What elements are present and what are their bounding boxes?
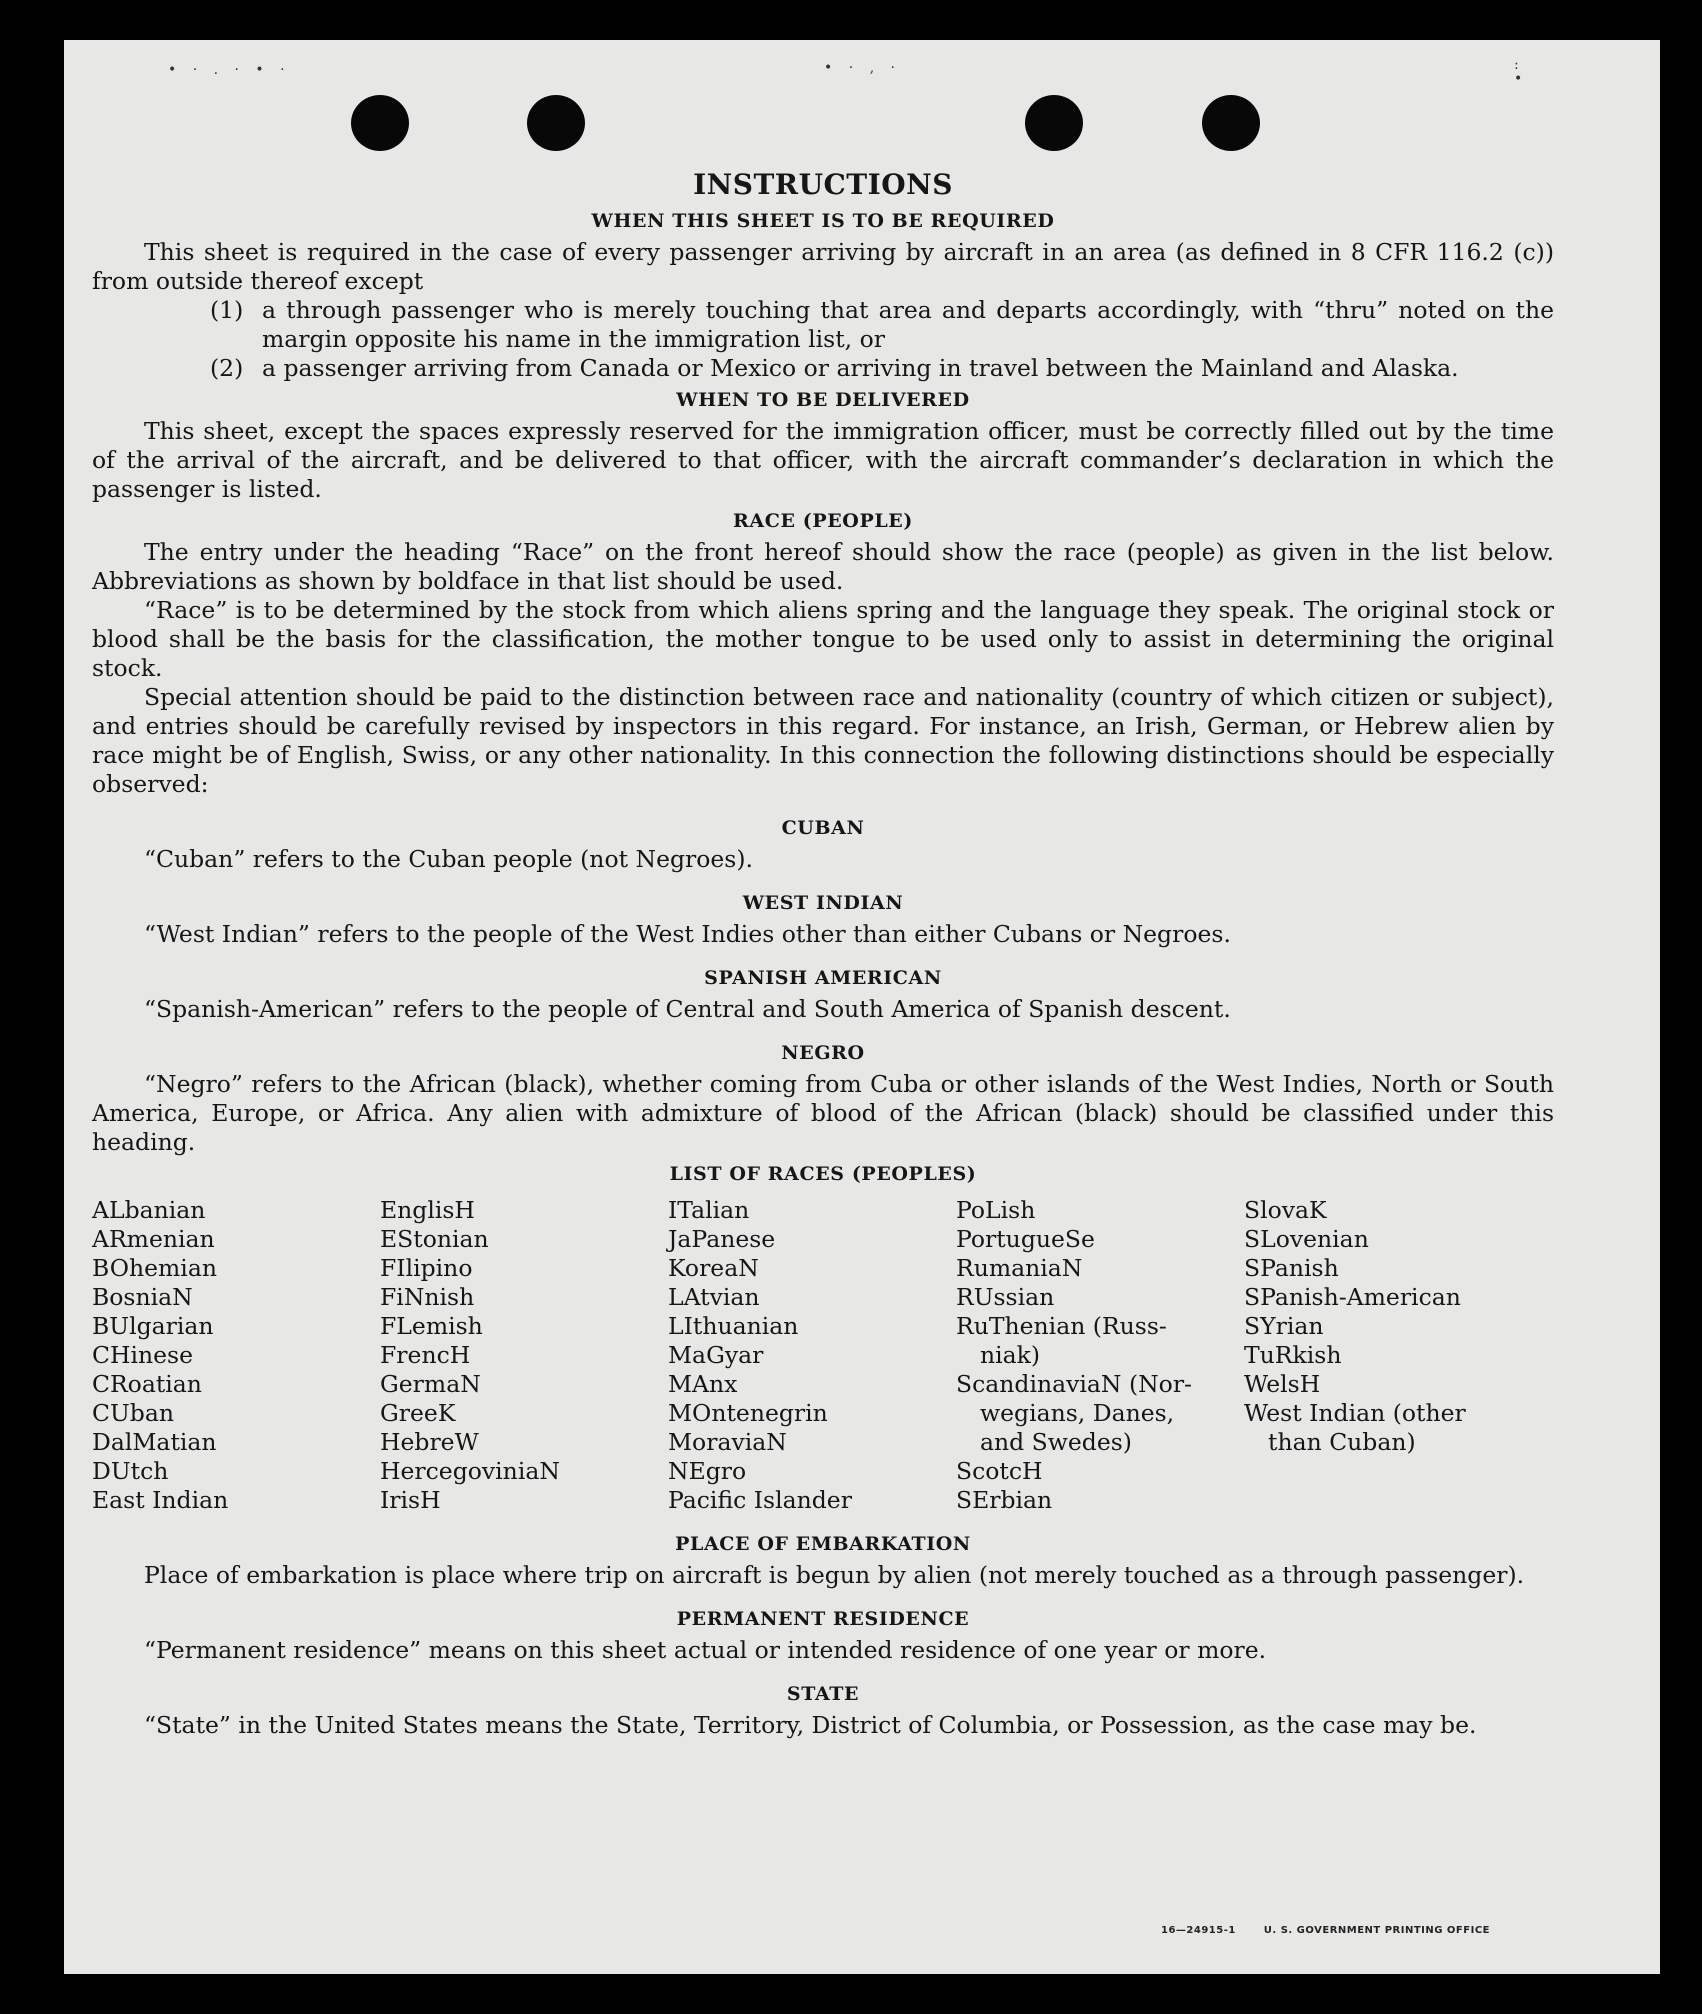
- race-entry: RUssian: [956, 1283, 1055, 1311]
- punch-hole: [527, 95, 585, 151]
- section-heading-residence: PERMANENT RESIDENCE: [676, 1608, 970, 1630]
- race-entry: than Cuban): [1268, 1428, 1416, 1456]
- race-entry: SPanish-American: [1244, 1283, 1461, 1311]
- race-entry: CRoatian: [92, 1370, 202, 1398]
- race-paragraph-3: Special attention should be paid to the distinction between race and nationality (country of which citizen or subject), and entries should be carefully revised by inspectors in this regard. For instance, an Irish, German, or Hebrew alien by race might be of English, Swiss, or any other nationality. In this connection the following distinctions should be especially observed:: [92, 683, 1554, 798]
- race-entry: PoLish: [956, 1196, 1036, 1224]
- exception-number: (1): [210, 296, 244, 324]
- race-entry: Pacific Islander: [668, 1486, 852, 1514]
- race-entry: SlovaK: [1244, 1196, 1327, 1224]
- state-text: “State” in the United States means the State, Territory, District of Columbia, or Possession, as the case may be.: [144, 1711, 1477, 1739]
- exception-item: [210, 296, 1554, 354]
- west-indian-text: “West Indian” refers to the people of the West Indies other than either Cubans or Negroes.: [144, 920, 1231, 948]
- races-list: [92, 1196, 1554, 1515]
- race-entry: ITalian: [668, 1196, 750, 1224]
- race-entry: KoreaN: [668, 1254, 759, 1282]
- race-entry: FrencH: [380, 1341, 471, 1369]
- instructions-body: [92, 166, 1554, 1740]
- exception-text: a through passenger who is merely touching that area and departs accordingly, with “thru” noted on the margin opposite his name in the immigration list, or: [262, 296, 1554, 353]
- section-heading-west-indian: WEST INDIAN: [742, 892, 904, 914]
- paper-specks: : •: [1514, 57, 1523, 87]
- exception-item: [210, 354, 1554, 383]
- race-entry: JaPanese: [668, 1225, 776, 1253]
- race-entry: HebreW: [380, 1428, 479, 1456]
- race-entry: SLovenian: [1244, 1225, 1369, 1253]
- section-heading-negro: NEGRO: [781, 1042, 865, 1064]
- exception-text: a passenger arriving from Canada or Mexico or arriving in travel between the Mainland and Alaska.: [262, 354, 1459, 382]
- race-entry: ScandinaviaN (Nor-: [956, 1370, 1192, 1398]
- races-column: [956, 1196, 1244, 1515]
- race-entry: GreeK: [380, 1399, 456, 1427]
- race-entry: DalMatian: [92, 1428, 217, 1456]
- race-entry: and Swedes): [980, 1428, 1132, 1456]
- race-entry: NEgro: [668, 1457, 747, 1485]
- race-entry: MOntenegrin: [668, 1399, 828, 1427]
- race-entry: HercegoviniaN: [380, 1457, 560, 1485]
- when-delivered-text: This sheet, except the spaces expressly reserved for the immigration officer, must be correctly filled out by the time of the arrival of the aircraft, and be delivered to that officer, with the aircraft commander’s declaration in which the passenger is listed.: [92, 417, 1554, 503]
- residence-text: “Permanent residence” means on this sheet actual or intended residence of one year or more.: [144, 1636, 1267, 1664]
- race-entry: SErbian: [956, 1486, 1053, 1514]
- section-heading-when-required: WHEN THIS SHEET IS TO BE REQUIRED: [591, 210, 1055, 232]
- race-entry: EnglisH: [380, 1196, 475, 1224]
- races-column: [92, 1196, 380, 1515]
- when-required-intro: This sheet is required in the case of every passenger arriving by aircraft in an area (as defined in 8 CFR 116.2 (c)) from outside thereof except: [92, 238, 1554, 295]
- race-entry: CHinese: [92, 1341, 193, 1369]
- cuban-text: “Cuban” refers to the Cuban people (not Negroes).: [144, 845, 754, 873]
- section-heading-list-of-races: LIST OF RACES (PEOPLES): [669, 1163, 977, 1185]
- printer-credit: U. S. GOVERNMENT PRINTING OFFICE: [1263, 1925, 1490, 1936]
- race-entry: TuRkish: [1244, 1341, 1342, 1369]
- punch-hole: [351, 95, 409, 151]
- section-heading-state: STATE: [786, 1683, 860, 1705]
- punch-hole: [1025, 95, 1083, 151]
- race-entry: PortugueSe: [956, 1225, 1095, 1253]
- race-entry: CUban: [92, 1399, 174, 1427]
- races-column: [380, 1196, 668, 1515]
- section-heading-when-delivered: WHEN TO BE DELIVERED: [676, 389, 970, 411]
- race-entry: GermaN: [380, 1370, 481, 1398]
- paper-specks: • · . · • ·: [168, 62, 291, 78]
- race-entry: MaGyar: [668, 1341, 764, 1369]
- form-number: 16—24915-1: [1160, 1925, 1236, 1936]
- race-entry: ScotcH: [956, 1457, 1043, 1485]
- race-entry: ARmenian: [92, 1225, 215, 1253]
- race-paragraph-2: “Race” is to be determined by the stock from which aliens spring and the language they speak. The original stock or blood shall be the basis for the classification, the mother tongue to be used only to assist in determining the original stock.: [92, 596, 1554, 682]
- embarkation-text: Place of embarkation is place where trip on aircraft is begun by alien (not merely touched as a through passenger).: [144, 1561, 1525, 1589]
- race-entry: IrisH: [380, 1486, 441, 1514]
- race-entry: niak): [980, 1341, 1041, 1369]
- race-entry: FLemish: [380, 1312, 483, 1340]
- race-entry: West Indian (other: [1244, 1399, 1466, 1427]
- punch-hole: [1202, 95, 1260, 151]
- race-entry: SYrian: [1244, 1312, 1324, 1340]
- section-heading-spanish-american: SPANISH AMERICAN: [704, 967, 942, 989]
- race-entry: DUtch: [92, 1457, 169, 1485]
- race-entry: RumaniaN: [956, 1254, 1083, 1282]
- race-entry: LAtvian: [668, 1283, 760, 1311]
- races-column: [668, 1196, 956, 1515]
- paper-specks: • · ‚ ·: [824, 60, 901, 76]
- race-entry: SPanish: [1244, 1254, 1339, 1282]
- document-page: [64, 40, 1660, 1974]
- race-entry: BosniaN: [92, 1283, 193, 1311]
- race-entry: RuThenian (Russ-: [956, 1312, 1167, 1340]
- races-column: [1244, 1196, 1532, 1515]
- exception-number: (2): [210, 354, 244, 382]
- race-entry: FiNnish: [380, 1283, 475, 1311]
- race-entry: BOhemian: [92, 1254, 217, 1282]
- race-entry: EStonian: [380, 1225, 489, 1253]
- race-entry: FIlipino: [380, 1254, 473, 1282]
- race-entry: LIthuanian: [668, 1312, 799, 1340]
- spanish-american-text: “Spanish-American” refers to the people of Central and South America of Spanish descent.: [144, 995, 1231, 1023]
- race-entry: MoraviaN: [668, 1428, 787, 1456]
- race-entry: MAnx: [668, 1370, 738, 1398]
- section-heading-embarkation: PLACE OF EMBARKATION: [675, 1533, 971, 1555]
- race-entry: wegians, Danes,: [980, 1399, 1175, 1427]
- race-entry: WelsH: [1244, 1370, 1321, 1398]
- race-paragraph-1: The entry under the heading “Race” on the front hereof should show the race (people) as given in the list below. Abbreviations as shown by boldface in that list should be used.: [92, 538, 1554, 595]
- section-heading-race: RACE (PEOPLE): [733, 510, 913, 532]
- negro-text: “Negro” refers to the African (black), whether coming from Cuba or other islands of the West Indies, North or South America, Europe, or Africa. Any alien with admixture of blood of the African (black) should be classified under this heading.: [92, 1070, 1554, 1156]
- form-footer: [1137, 1925, 1490, 1936]
- page-title: INSTRUCTIONS: [693, 168, 953, 201]
- section-heading-cuban: CUBAN: [781, 817, 865, 839]
- race-entry: ALbanian: [92, 1196, 206, 1224]
- race-entry: BUlgarian: [92, 1312, 214, 1340]
- race-entry: East Indian: [92, 1486, 229, 1514]
